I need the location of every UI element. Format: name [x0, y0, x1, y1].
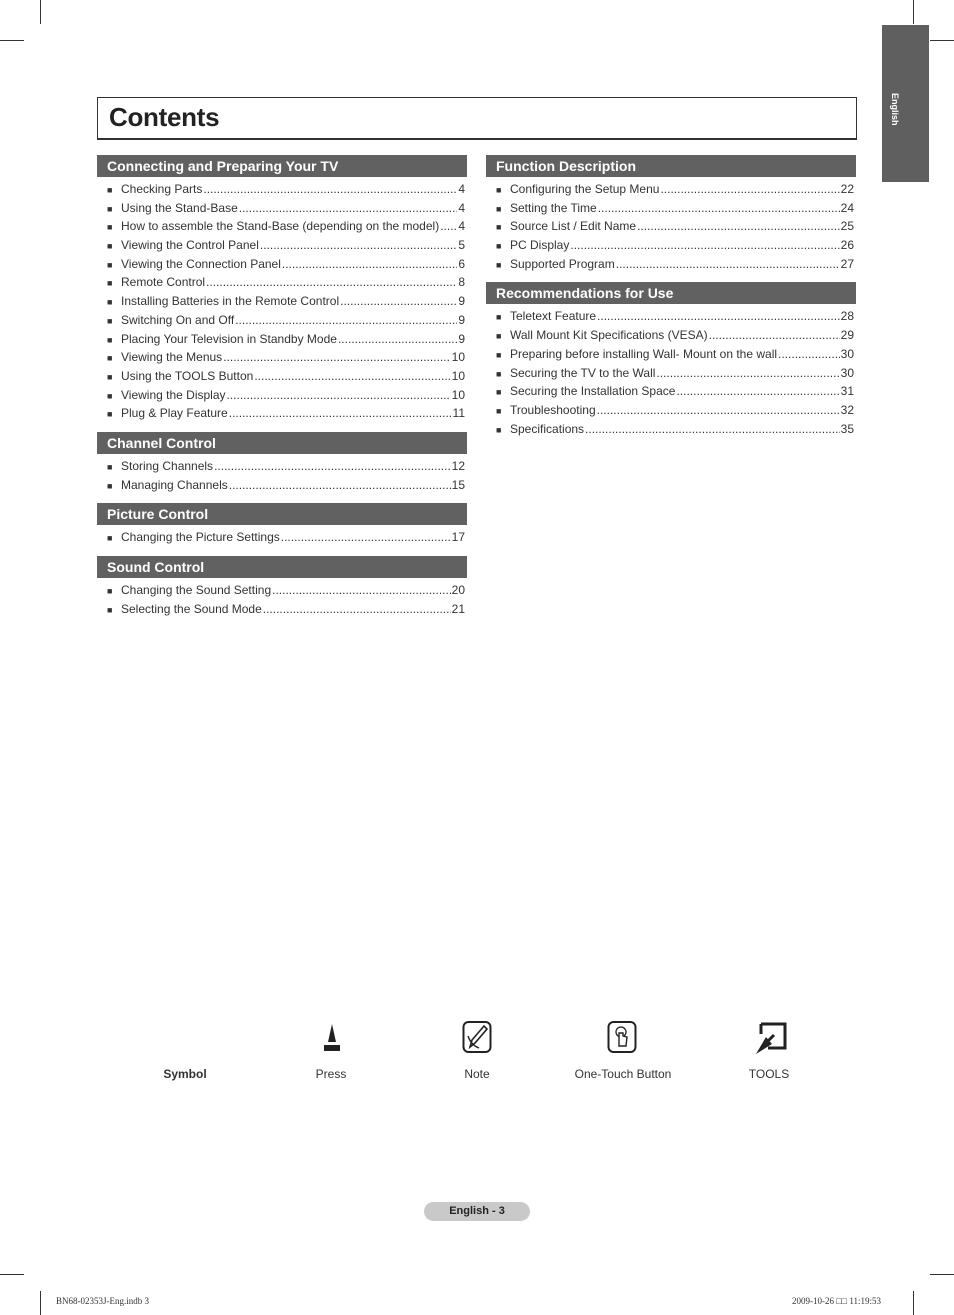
toc-entry-page: 17 — [451, 530, 465, 545]
print-slug-file: BN68-02353J-Eng.indb 3 — [56, 1296, 149, 1306]
toc-list — [97, 528, 467, 547]
square-bullet-icon: ■ — [107, 278, 113, 289]
one-touch-hand-icon — [607, 1020, 637, 1054]
section-heading: Recommendations for Use — [486, 282, 856, 304]
square-bullet-icon: ■ — [107, 259, 113, 270]
toc-entry-page: 9 — [458, 331, 465, 346]
dot-leader — [260, 236, 457, 255]
square-bullet-icon: ■ — [107, 315, 113, 326]
toc-entry[interactable] — [97, 476, 467, 495]
toc-entry-page: 29 — [840, 328, 854, 343]
toc-entry-label: Switching On and Off — [121, 312, 235, 327]
toc-entry-page: 10 — [451, 350, 465, 365]
toc-entry-page: 24 — [840, 200, 854, 215]
toc-entry[interactable] — [486, 345, 856, 364]
toc-entry[interactable] — [97, 367, 467, 386]
dot-leader — [338, 330, 457, 349]
tools-label: TOOLS — [748, 1067, 790, 1081]
toc-entry-page: 30 — [840, 365, 854, 380]
toc-entry-page: 4 — [458, 200, 465, 215]
dot-leader — [203, 180, 457, 199]
page-number-badge: English - 3 — [424, 1202, 530, 1221]
square-bullet-icon: ■ — [496, 241, 502, 252]
dot-leader — [214, 457, 451, 476]
square-bullet-icon: ■ — [107, 203, 113, 214]
toc-entry-page: 27 — [840, 256, 854, 271]
toc-entry[interactable] — [97, 386, 467, 405]
toc-entry-label: Plug & Play Feature — [121, 406, 228, 421]
toc-entry[interactable] — [486, 382, 856, 401]
toc-entry-label: Wall Mount Kit Specifications (VESA) — [510, 328, 708, 343]
dot-leader — [598, 199, 840, 218]
dot-leader — [637, 217, 840, 236]
square-bullet-icon: ■ — [496, 203, 502, 214]
toc-entry-label: Securing the TV to the Wall — [510, 365, 656, 380]
toc-entry[interactable] — [97, 528, 467, 547]
dot-leader — [709, 326, 840, 345]
square-bullet-icon: ■ — [107, 297, 113, 308]
toc-entry-label: Changing the Picture Settings — [121, 530, 280, 545]
crop-mark — [40, 1291, 41, 1315]
dot-leader — [239, 199, 458, 218]
toc-entry-page: 22 — [840, 182, 854, 196]
crop-mark — [40, 0, 41, 24]
toc-entry[interactable] — [486, 255, 856, 274]
toc-entry-page: 9 — [458, 294, 465, 309]
toc-entry-label: Preparing before installing Wall- Mount on the wall — [510, 346, 778, 361]
dot-leader — [440, 217, 457, 236]
section-heading: Sound Control — [97, 556, 467, 578]
dot-leader — [254, 367, 450, 386]
toc-entry[interactable] — [97, 404, 467, 423]
square-bullet-icon: ■ — [496, 259, 502, 270]
square-bullet-icon: ■ — [496, 387, 502, 398]
toc-entry-page: 10 — [451, 368, 465, 383]
symbol-heading: Symbol — [163, 1067, 207, 1081]
press-label: Press — [315, 1067, 347, 1081]
toc-entry-label: Placing Your Television in Standby Mode — [121, 331, 337, 346]
symbol-legend — [0, 1020, 954, 1090]
toc-entry[interactable] — [97, 581, 467, 600]
toc-section — [486, 282, 856, 438]
toc-entry[interactable] — [486, 180, 856, 199]
toc-entry[interactable] — [486, 326, 856, 345]
square-bullet-icon: ■ — [107, 371, 113, 382]
toc-entry[interactable] — [97, 199, 467, 218]
toc-entry[interactable] — [486, 307, 856, 326]
dot-leader — [206, 273, 457, 292]
toc-entry-label: Teletext Feature — [510, 309, 597, 324]
square-bullet-icon: ■ — [107, 409, 113, 420]
toc-entry[interactable] — [97, 292, 467, 311]
toc-section — [97, 432, 467, 494]
square-bullet-icon: ■ — [107, 390, 113, 401]
square-bullet-icon: ■ — [107, 604, 113, 615]
toc-entry-page: 25 — [840, 219, 854, 234]
dot-leader — [570, 236, 839, 255]
square-bullet-icon: ■ — [107, 353, 113, 364]
dot-leader — [656, 364, 839, 383]
toc-right-column — [486, 155, 856, 447]
toc-entry-label: Managing Channels — [121, 477, 228, 492]
language-tab — [882, 25, 929, 182]
toc-entry-label: Checking Parts — [121, 182, 203, 196]
crop-mark — [0, 40, 24, 41]
toc-list — [97, 180, 467, 423]
crop-mark — [930, 1274, 954, 1275]
toc-entry-label: Viewing the Menus — [121, 350, 223, 365]
toc-entry-page: 10 — [451, 387, 465, 402]
toc-entry[interactable] — [97, 348, 467, 367]
toc-entry-page: 28 — [840, 309, 854, 324]
dot-leader — [227, 386, 451, 405]
toc-entry-label: PC Display — [510, 238, 570, 253]
square-bullet-icon: ■ — [496, 405, 502, 416]
toc-entry-label: Using the TOOLS Button — [121, 368, 254, 383]
section-heading: Channel Control — [97, 432, 467, 454]
page-title: Contents — [109, 102, 220, 132]
toc-entry-label: Using the Stand-Base — [121, 200, 238, 215]
square-bullet-icon: ■ — [496, 331, 502, 342]
toc-entry[interactable] — [486, 401, 856, 420]
dot-leader — [778, 345, 840, 364]
dot-leader — [223, 348, 450, 367]
dot-leader — [585, 420, 840, 439]
toc-list — [97, 457, 467, 494]
toc-entry-page: 4 — [458, 219, 465, 234]
toc-entry-label: Viewing the Control Panel — [121, 238, 259, 253]
dot-leader — [660, 180, 839, 199]
toc-entry-label: Viewing the Display — [121, 387, 226, 402]
toc-entry[interactable] — [486, 217, 856, 236]
dot-leader — [229, 476, 451, 495]
toc-entry[interactable] — [97, 180, 467, 199]
toc-entry-page: 5 — [458, 238, 465, 253]
toc-entry[interactable] — [486, 236, 856, 255]
toc-entry[interactable] — [486, 364, 856, 383]
toc-entry-page: 32 — [840, 402, 854, 417]
toc-entry-page: 30 — [840, 346, 854, 361]
toc-entry-page: 4 — [458, 182, 465, 196]
toc-entry[interactable] — [97, 457, 467, 476]
toc-entry-page: 26 — [840, 238, 854, 253]
section-heading: Function Description — [486, 155, 856, 177]
toc-entry-page: 20 — [451, 583, 465, 597]
square-bullet-icon: ■ — [107, 185, 113, 195]
toc-entry-page: 15 — [451, 477, 465, 492]
toc-section — [97, 155, 467, 423]
square-bullet-icon: ■ — [496, 312, 502, 323]
dot-leader — [229, 404, 452, 423]
toc-entry-page: 8 — [458, 275, 465, 290]
toc-section — [97, 503, 467, 547]
toc-entry-label: Changing the Sound Setting — [121, 583, 272, 597]
toc-list — [97, 581, 467, 618]
toc-entry-label: Specifications — [510, 421, 585, 436]
square-bullet-icon: ■ — [496, 185, 502, 195]
square-bullet-icon: ■ — [496, 368, 502, 379]
toc-entry-page: 6 — [458, 256, 465, 271]
toc-entry[interactable] — [97, 600, 467, 619]
print-slug-timestamp: 2009-10-26 □□ 11:19:53 — [792, 1296, 882, 1306]
crop-mark — [930, 40, 954, 41]
note-pencil-icon — [462, 1020, 492, 1054]
one-touch-label: One-Touch Button — [574, 1067, 672, 1081]
toc-entry-label: How to assemble the Stand-Base (depending on the model) — [121, 219, 440, 234]
toc-entry-label: Viewing the Connection Panel — [121, 256, 281, 271]
toc-entry[interactable] — [97, 273, 467, 292]
square-bullet-icon: ■ — [107, 222, 113, 233]
crop-mark — [913, 1291, 914, 1315]
tools-cursor-icon — [752, 1020, 788, 1056]
toc-entry-page: 12 — [451, 458, 465, 473]
crop-mark — [0, 1274, 24, 1275]
square-bullet-icon: ■ — [496, 222, 502, 233]
toc-entry[interactable] — [486, 199, 856, 218]
language-tab-label: English — [890, 93, 900, 126]
toc-section — [97, 556, 467, 618]
toc-entry-label: Supported Program — [510, 256, 615, 271]
toc-entry-page: 9 — [458, 312, 465, 327]
dot-leader — [597, 307, 840, 326]
section-heading: Picture Control — [97, 503, 467, 525]
square-bullet-icon: ■ — [107, 586, 113, 596]
section-heading: Connecting and Preparing Your TV — [97, 155, 467, 177]
square-bullet-icon: ■ — [107, 241, 113, 252]
square-bullet-icon: ■ — [107, 461, 113, 472]
toc-entry-page: 21 — [451, 601, 465, 616]
toc-entry-label: Source List / Edit Name — [510, 219, 637, 234]
toc-entry[interactable] — [97, 255, 467, 274]
toc-list — [486, 180, 856, 273]
toc-entry[interactable] — [97, 217, 467, 236]
crop-mark — [913, 0, 914, 24]
page-title-box — [97, 97, 857, 140]
note-label: Note — [464, 1067, 490, 1081]
square-bullet-icon: ■ — [107, 480, 113, 491]
toc-entry-page: 11 — [452, 406, 465, 421]
toc-entry[interactable] — [97, 236, 467, 255]
dot-leader — [235, 311, 457, 330]
toc-entry-page: 31 — [840, 384, 854, 399]
toc-entry[interactable] — [486, 420, 856, 439]
dot-leader — [676, 382, 839, 401]
dot-leader — [281, 528, 451, 547]
dot-leader — [263, 600, 451, 619]
square-bullet-icon: ■ — [107, 334, 113, 345]
dot-leader — [282, 255, 457, 274]
dot-leader — [597, 401, 840, 420]
toc-entry-label: Storing Channels — [121, 458, 214, 473]
square-bullet-icon: ■ — [496, 349, 502, 360]
dot-leader — [616, 255, 840, 274]
dot-leader — [272, 581, 451, 600]
toc-section — [486, 155, 856, 273]
press-arrow-icon — [320, 1020, 344, 1054]
toc-entry-label: Troubleshooting — [510, 402, 596, 417]
square-bullet-icon: ■ — [107, 533, 113, 544]
toc-entry[interactable] — [97, 330, 467, 349]
dot-leader — [340, 292, 457, 311]
toc-entry-label: Configuring the Setup Menu — [510, 182, 660, 196]
square-bullet-icon: ■ — [496, 424, 502, 435]
toc-entry-label: Selecting the Sound Mode — [121, 601, 262, 616]
toc-entry-label: Securing the Installation Space — [510, 384, 676, 399]
toc-entry-page: 35 — [840, 421, 854, 436]
toc-entry-label: Setting the Time — [510, 200, 597, 215]
toc-entry[interactable] — [97, 311, 467, 330]
toc-entry-label: Remote Control — [121, 275, 206, 290]
toc-entry-label: Installing Batteries in the Remote Control — [121, 294, 340, 309]
toc-left-column — [97, 155, 467, 627]
toc-list — [486, 307, 856, 438]
